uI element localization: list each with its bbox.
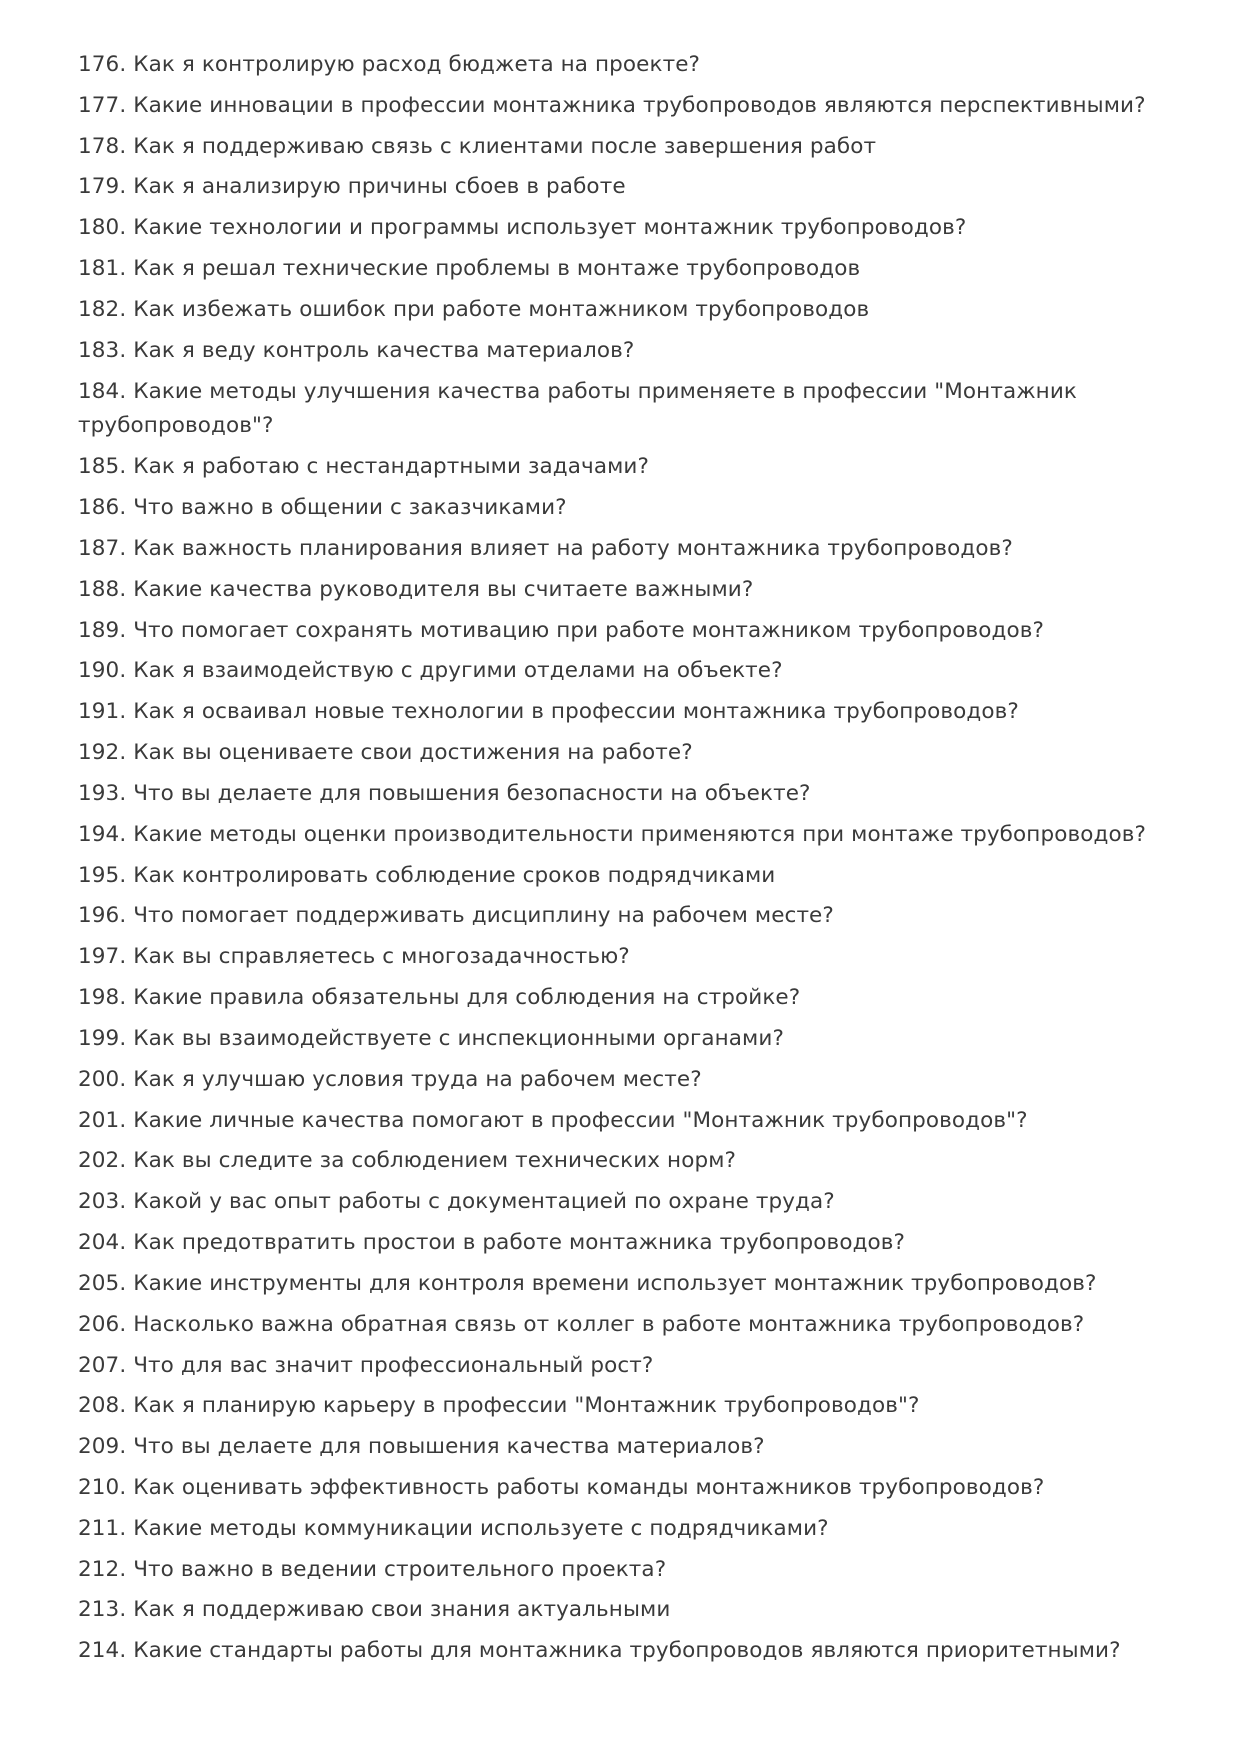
list-item: 191. Как я осваивал новые технологии в профессии монтажника трубопроводов? xyxy=(78,699,1019,725)
list-item: 204. Как предотвратить простои в работе монтажника трубопроводов? xyxy=(78,1230,906,1256)
list-item: 184. Какие методы улучшения качества работы применяете в профессии "Монтажник трубопроводов"? xyxy=(78,378,1077,439)
list-item: 187. Как важность планирования влияет на работу монтажника трубопроводов? xyxy=(78,535,1013,561)
list-item: 181. Как я решал технические проблемы в монтаже трубопроводов xyxy=(78,256,861,282)
list-item: 177. Какие инновации в профессии монтажника трубопроводов являются перспективными? xyxy=(78,92,1146,118)
list-item: 201. Какие личные качества помогают в профессии "Монтажник трубопроводов"? xyxy=(78,1107,1028,1133)
list-item: 199. Как вы взаимодействуете с инспекционными органами? xyxy=(78,1025,784,1051)
list-item: 196. Что помогает поддерживать дисциплину на рабочем месте? xyxy=(78,903,834,929)
list-item: 207. Что для вас значит профессиональный рост? xyxy=(78,1352,654,1378)
question-list xyxy=(78,48,1167,1669)
list-item: 203. Какой у вас опыт работы с документацией по охране труда? xyxy=(78,1189,835,1215)
list-item: 206. Насколько важна обратная связь от коллег в работе монтажника трубопроводов? xyxy=(78,1311,1085,1337)
list-item: 188. Какие качества руководителя вы считаете важными? xyxy=(78,576,754,602)
list-item: 182. Как избежать ошибок при работе монтажником трубопроводов xyxy=(78,296,870,322)
list-item: 198. Какие правила обязательны для соблюдения на стройке? xyxy=(78,985,801,1011)
list-item: 205. Какие инструменты для контроля времени использует монтажник трубопроводов? xyxy=(78,1270,1097,1296)
list-item: 178. Как я поддерживаю связь с клиентами после завершения работ xyxy=(78,133,877,159)
list-item: 209. Что вы делаете для повышения качества материалов? xyxy=(78,1434,765,1460)
list-item: 190. Как я взаимодействую с другими отделами на объекте? xyxy=(78,658,783,684)
list-item: 212. Что важно в ведении строительного проекта? xyxy=(78,1556,667,1582)
list-item: 194. Какие методы оценки производительности применяются при монтаже трубопроводов? xyxy=(78,821,1146,847)
list-item: 179. Как я анализирую причины сбоев в работе xyxy=(78,174,626,200)
list-item: 213. Как я поддерживаю свои знания актуальными xyxy=(78,1597,671,1623)
list-item: 176. Как я контролирую расход бюджета на проекте? xyxy=(78,52,701,77)
list-item: 186. Что важно в общении с заказчиками? xyxy=(78,495,567,521)
list-item: 180. Какие технологии и программы использует монтажник трубопроводов? xyxy=(78,215,967,241)
list-item: 189. Что помогает сохранять мотивацию при работе монтажником трубопроводов? xyxy=(78,617,1045,643)
list-item: 193. Что вы делаете для повышения безопасности на объекте? xyxy=(78,780,811,806)
list-item: 208. Как я планирую карьеру в профессии "Монтажник трубопроводов"? xyxy=(78,1393,920,1419)
list-item: 195. Как контролировать соблюдение сроков подрядчиками xyxy=(78,862,776,888)
list-item: 185. Как я работаю с нестандартными задачами? xyxy=(78,454,650,480)
list-item: 200. Как я улучшаю условия труда на рабочем месте? xyxy=(78,1066,702,1092)
list-item: 192. Как вы оцениваете свои достижения на работе? xyxy=(78,740,693,766)
list-item: 197. Как вы справляетесь с многозадачностью? xyxy=(78,944,630,970)
list-item: 211. Какие методы коммуникации используете с подрядчиками? xyxy=(78,1515,829,1541)
list-item: 202. Как вы следите за соблюдением технических норм? xyxy=(78,1148,737,1174)
list-item: 214. Какие стандарты работы для монтажника трубопроводов являются приоритетными? xyxy=(78,1638,1121,1664)
list-item: 210. Как оценивать эффективность работы команды монтажников трубопроводов? xyxy=(78,1474,1045,1500)
list-item: 183. Как я веду контроль качества материалов? xyxy=(78,337,635,363)
